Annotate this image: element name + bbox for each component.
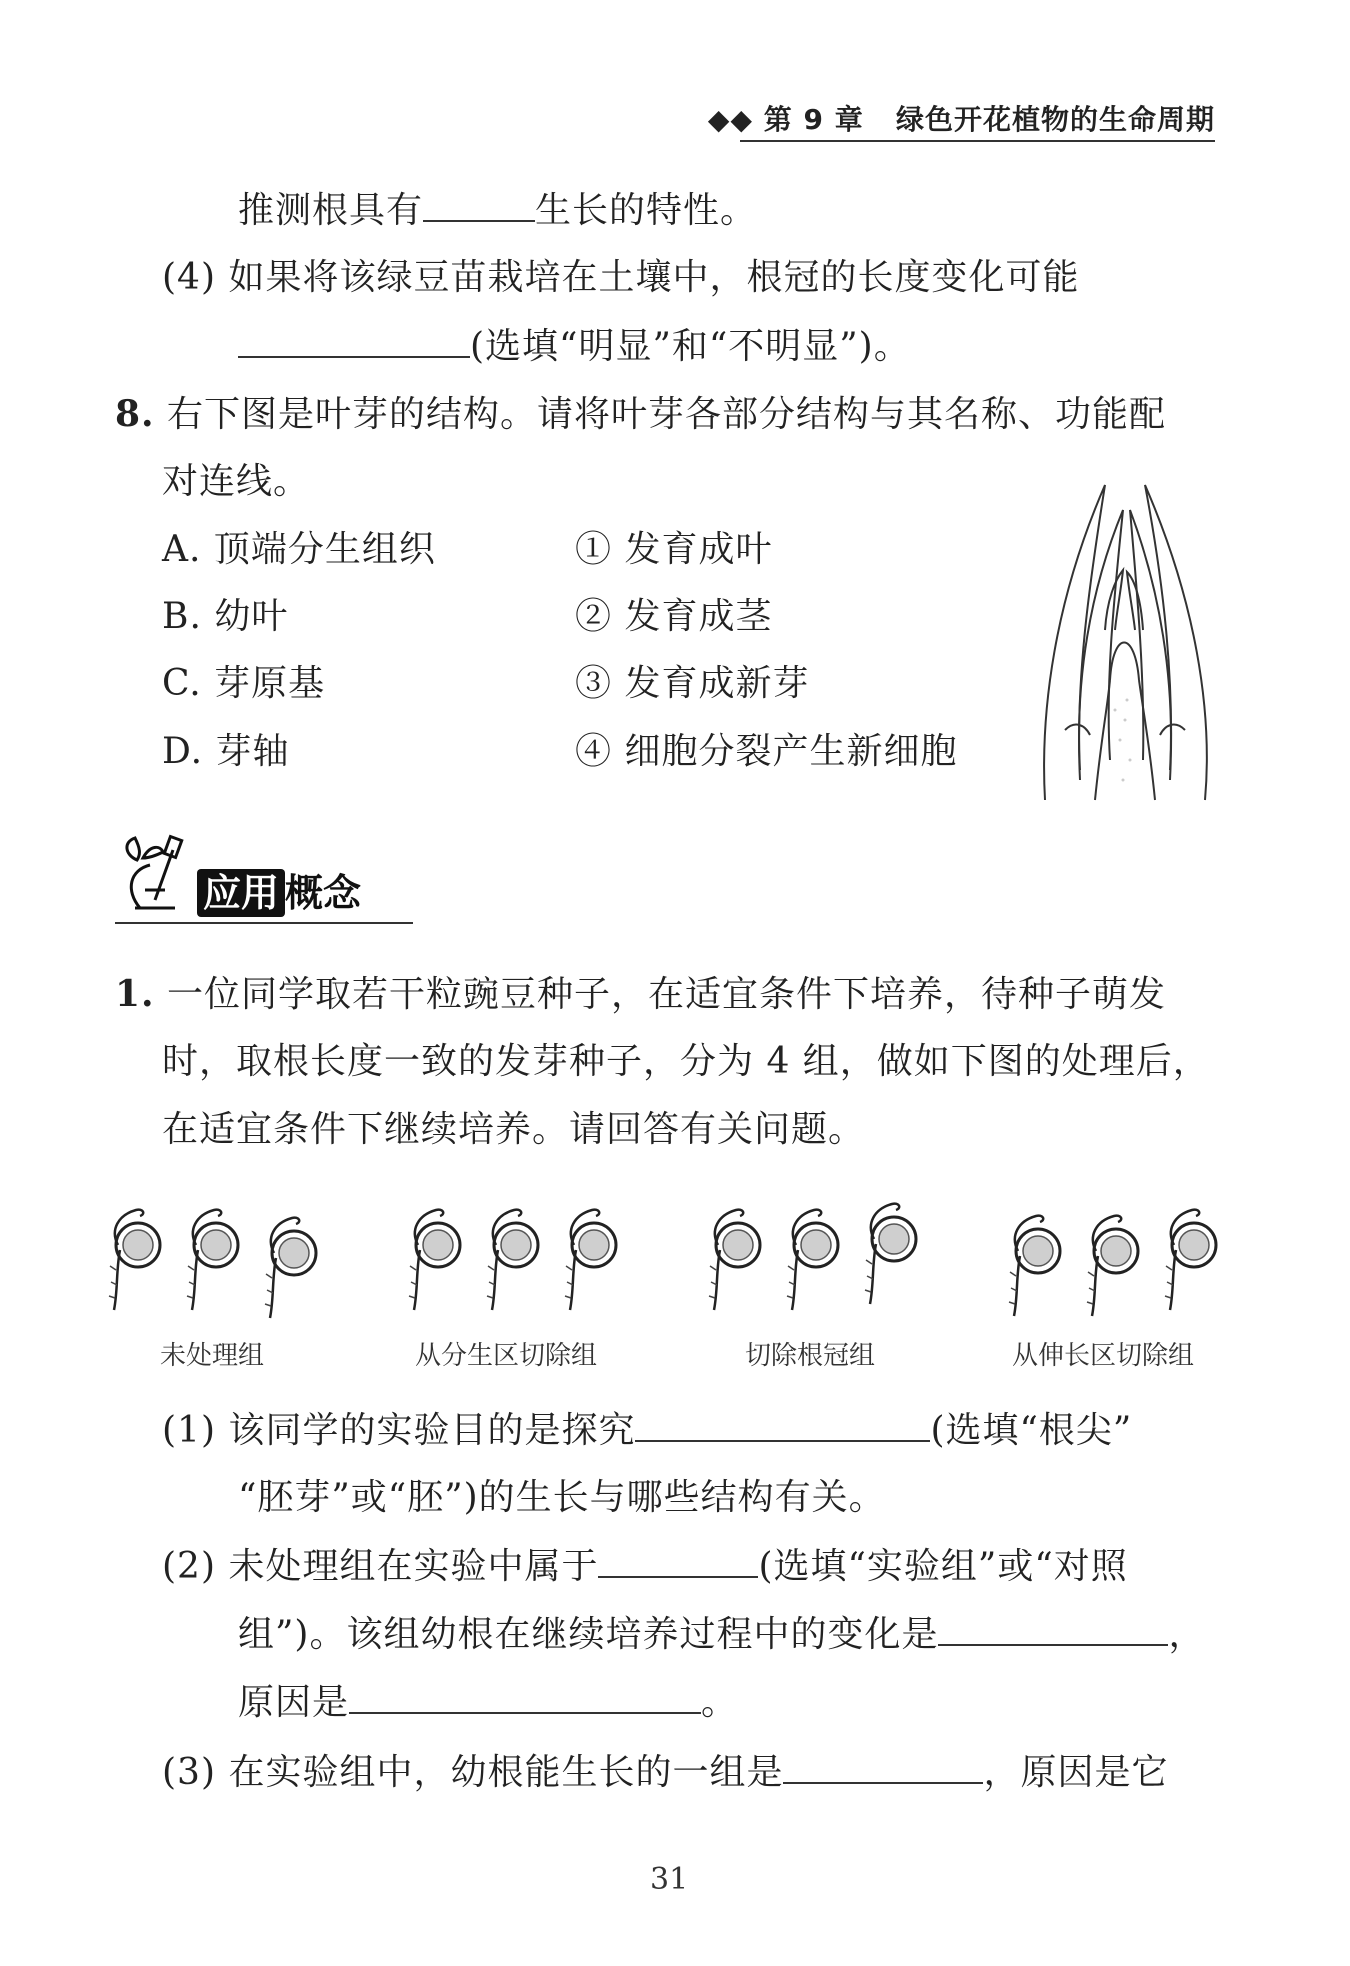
q8-left-item-c: C. 芽原基	[162, 663, 326, 704]
q8-left-item-a: A. 顶端分生组织	[162, 529, 436, 570]
section-title-rest: 概念	[285, 871, 362, 915]
q1-stem-line3: 在适宜条件下继续培养。请回答有关问题。	[162, 1109, 866, 1150]
q1-part2-line2	[238, 1614, 1205, 1655]
q1-part2-text-c: 组”)。该组幼根在继续培养过程中的变化是	[238, 1614, 939, 1655]
answer-blank[interactable]	[349, 1682, 701, 1714]
microscope-plant-icon	[115, 830, 193, 918]
q1-text-line1: 一位同学取若干粒豌豆种子，在适宜条件下培养，待种子萌发	[167, 974, 1167, 1015]
group-elongation-cut-seeds	[1009, 1210, 1216, 1316]
q1-part1-text-b: (选填“根尖”	[930, 1410, 1133, 1451]
group-caption-meristem-cut: 从分生区切除组	[415, 1341, 598, 1371]
punctuation: 。	[701, 1682, 739, 1723]
punctuation: ，	[1168, 1614, 1206, 1655]
answer-blank[interactable]	[598, 1546, 758, 1578]
q8-right-item-4: ④ 细胞分裂产生新细胞	[575, 731, 958, 772]
q1-stem-line2: 时，取根长度一致的发芽种子，分为 4 组，做如下图的处理后，	[162, 1041, 1210, 1082]
q1-part2-text-b: (选填“实验组”或“对照	[758, 1546, 1128, 1587]
q1-stem-line1	[115, 974, 1166, 1015]
q8-right-item-2: ② 发育成茎	[575, 596, 773, 637]
section-title-boxed: 应用	[197, 869, 285, 917]
q8-left-item-d: D. 芽轴	[162, 731, 290, 772]
chapter-header	[708, 98, 1215, 138]
group-untreated-seeds	[109, 1210, 316, 1318]
q7-part4-tail: (选填“明显”和“不明显”)。	[470, 326, 911, 367]
q7-part4	[162, 258, 1079, 298]
question-number: 8.	[115, 393, 155, 435]
q1-part2-text-a: 未处理组在实验中属于	[228, 1546, 599, 1587]
group-caption-untreated: 未处理组	[160, 1341, 265, 1371]
q1-part1-text-a: 该同学的实验目的是探究	[228, 1410, 636, 1451]
header-marker: ◆◆	[707, 103, 753, 136]
header-chapter: 第 9 章	[763, 103, 864, 136]
header-title: 绿色开花植物的生命周期	[895, 103, 1215, 136]
q8-left-item-b: B. 幼叶	[162, 596, 289, 637]
group-caption-elongation-cut: 从伸长区切除组	[1012, 1341, 1195, 1371]
q8-text-line1: 右下图是叶芽的结构。请将叶芽各部分结构与其名称、功能配	[167, 394, 1167, 435]
q1-part2-line3	[238, 1682, 738, 1723]
q7-line1-text-b: 生长的特性。	[535, 190, 758, 231]
answer-blank[interactable]	[238, 326, 470, 358]
group-rootcap-cut-seeds	[709, 1204, 916, 1310]
answer-blank[interactable]	[423, 190, 535, 222]
q8-right-item-1: ① 发育成叶	[575, 529, 773, 570]
q7-line1-text-a: 推测根具有	[238, 190, 424, 231]
part-label: (1)	[162, 1410, 216, 1451]
question-number: 1.	[115, 973, 155, 1015]
leaf-bud-diagram	[1035, 480, 1215, 805]
answer-blank[interactable]	[783, 1752, 983, 1784]
answer-blank[interactable]	[938, 1614, 1168, 1646]
q1-part1	[162, 1410, 1132, 1451]
seed-groups-diagram	[108, 1200, 1238, 1330]
q1-part3-text-a: 在实验组中，幼根能生长的一组是	[228, 1752, 784, 1793]
q1-part1-line2: “胚芽”或“胚”)的生长与哪些结构有关。	[238, 1477, 886, 1518]
q1-part3-text-b: ，原因是它	[983, 1752, 1169, 1793]
q7-part4-text: 如果将该绿豆苗栽培在土壤中，根冠的长度变化可能	[228, 257, 1080, 298]
q8-stem-line1	[115, 394, 1166, 435]
q8-stem-line2: 对连线。	[162, 461, 311, 502]
answer-blank[interactable]	[635, 1410, 930, 1442]
q1-part2	[162, 1546, 1128, 1587]
part-label: (3)	[162, 1752, 216, 1793]
q7-line1	[238, 190, 757, 231]
group-meristem-cut-seeds	[409, 1210, 616, 1310]
part-label: (4)	[162, 257, 216, 298]
header-divider	[740, 140, 1215, 142]
q1-part2-text-d: 原因是	[238, 1682, 350, 1723]
page-number: 31	[650, 1862, 689, 1897]
q1-part3	[162, 1752, 1168, 1793]
part-label: (2)	[162, 1546, 216, 1587]
q7-part4-line2	[238, 326, 911, 367]
q8-right-item-3: ③ 发育成新芽	[575, 663, 810, 704]
group-caption-rootcap-cut: 切除根冠组	[745, 1341, 876, 1371]
section-header	[115, 830, 413, 925]
section-underline	[115, 922, 413, 924]
